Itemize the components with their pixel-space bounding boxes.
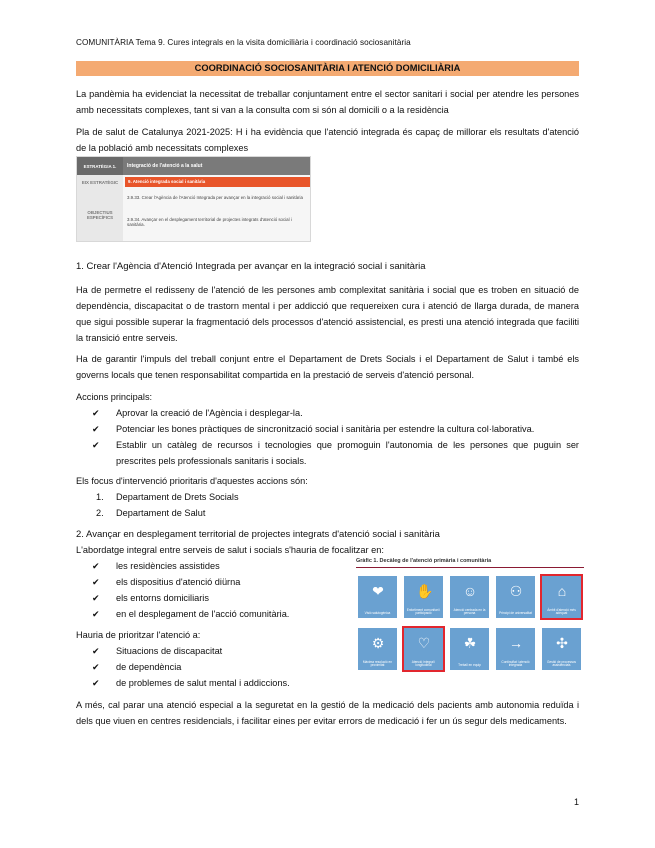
closing-paragraph: A més, cal parar una atenció especial a la seguretat en la gestió de la medicació dels pacients amb autonomia reduïda i dels que viuen en centres residencials, i facilitar eines per evitar errors de medicació i fer un ús segur dels medicaments. [76, 700, 579, 726]
page-number: 1 [574, 797, 580, 807]
section-2-title: 2. Avançar en desplegament territorial de projectes integrats d'atenció social i sanitària [76, 529, 440, 540]
section-title-bar: COORDINACIÓ SOCIOSANITÀRIA I ATENCIÓ DOMICILIÀRIA [76, 61, 579, 76]
tile-label: Atenció integral i longitudinal [411, 659, 436, 668]
decalogue-tile [542, 628, 581, 670]
focus-label: Els focus d'intervenció prioritaris d'aquestes accions són: [76, 476, 308, 486]
list-item: ✔ els dispositius d'atenció diürna [92, 574, 352, 590]
section-1-title: 1. Crear l'Agència d'Atenció Integrada per avançar en la integració social i sanitària [76, 261, 426, 272]
tile-label: Visió salutogènica [364, 611, 391, 616]
list-item: ✔ les residències assistides [92, 558, 352, 574]
group-icon: ⚇ [509, 583, 523, 599]
check-icon: ✔ [92, 593, 100, 603]
decalogue-tile [358, 576, 397, 618]
list-item: ✔ de problemes de salut mental i addiccions. [92, 675, 352, 691]
objective-item: 3.9.34. Avançar en el desplegament territorial de projectes integrats d'atenció social i sanitària. [127, 217, 292, 227]
home-icon: ⌂ [557, 583, 567, 599]
section-2-lead: L'abordatge integral entre serveis de salut i socials s'hauria de focalitzar en: [76, 545, 384, 555]
decalogue-tile [496, 628, 535, 670]
primary-care-decalogue-figure [356, 558, 584, 682]
priority-list [92, 643, 352, 691]
focus-list [76, 489, 476, 521]
section-1-paragraph-1: Ha de permetre el redisseny de l'atenció de les persones amb complexitat sanitària i social que es troben en situació de dependència, discapacitat o de trastorn mental i per addicció que requereixen cura i atenció de llarga durada, de manera que sigui possible superar la fragmentació dels processos d'atenció assistencial, es presti una atenció integrada que faciliti la transició entre serveis. [76, 285, 579, 343]
decalogue-tile [450, 628, 489, 670]
tile-label: Enfortiment comunitari i participació [406, 607, 441, 616]
list-item: ✔ Establir un catàleg de recursos i tecnologies que promoguin l'autonomia de les persones que puguin ser prescrites pels professionals sanitaris i socials. [92, 437, 579, 469]
network-icon: ✣ [556, 635, 568, 651]
list-item: ✔ en el desplegament de l'acció comunitària. [92, 606, 352, 622]
priority-label: Hauria de prioritzar l'atenció a: [76, 630, 201, 640]
tile-label: Màxima resolució en proximitat [362, 659, 393, 668]
list-item: 2. Departament de Salut [96, 508, 206, 518]
tile-label: Continuïtat i atenció integrada [501, 659, 530, 668]
figure-title: Gràfic 1. Decàleg de l'atenció primària i comunitària [356, 558, 492, 564]
intro-paragraph: La pandèmia ha evidenciat la necessitat de treballar conjuntament entre el sector sanitari i social per atendre les persones amb necessitats complexes, tant si van a la consulta com si són al domicili o a la residència [76, 89, 579, 115]
check-icon: ✔ [92, 561, 100, 571]
care-icon: ♡ [417, 635, 431, 651]
check-icon: ✔ [92, 440, 100, 450]
arrow-icon: → [509, 635, 523, 651]
focus-areas-list [92, 558, 352, 622]
figure-title-rule [356, 567, 584, 568]
actions-list [92, 405, 579, 469]
axis-label: EIX ESTRATÈGIC [77, 175, 123, 189]
tile-label: Treball en equip [458, 663, 481, 668]
list-item: ✔ de dependència [92, 659, 352, 675]
document-header: COMUNITÀRIA Tema 9. Cures integrals en la visita domiciliària i coordinació sociosanitària [76, 38, 411, 47]
tile-label: Atenció centrada en la persona [453, 607, 486, 616]
strategy-label: ESTRATÈGIA 1. [77, 157, 123, 175]
check-icon: ✔ [92, 678, 100, 688]
check-icon: ✔ [92, 662, 100, 672]
heart-hands-icon: ❤ [372, 583, 384, 599]
check-icon: ✔ [92, 577, 100, 587]
decalogue-tile [404, 628, 443, 670]
check-icon: ✔ [92, 408, 100, 418]
axis-row [77, 175, 310, 189]
team-icon: ☘ [463, 635, 477, 651]
list-item: ✔ Potenciar les bones pràctiques de sincronització social i sanitària per estendre la cultura col·laborativa. [92, 421, 579, 437]
decalogue-tile [358, 628, 397, 670]
strategy-row [77, 157, 310, 175]
gear-people-icon: ⚙ [371, 635, 385, 651]
person-icon: ☺ [462, 583, 478, 599]
community-icon: ✋ [416, 583, 434, 599]
tile-label: Principi de universalitat [499, 611, 532, 616]
axis-text: 9. Atenció integrada social i sanitària [125, 177, 310, 187]
check-icon: ✔ [92, 646, 100, 656]
strategy-figure [76, 156, 311, 242]
decalogue-tile [404, 576, 443, 618]
tile-label: Gestió de processos assistencials [546, 659, 577, 668]
list-item: ✔ els entorns domiciliaris [92, 590, 352, 606]
decalogue-tile [496, 576, 535, 618]
strategy-text: Integració de l'atenció a la salut [127, 163, 203, 169]
objective-item: 3.9.33. Crear l'Agència de l'Atenció Integrada per avançar en la integració social i sanitària [127, 195, 303, 200]
list-item: ✔ Situacions de discapacitat [92, 643, 352, 659]
objectives-label: OBJECTIUS ESPECÍFICS [77, 189, 123, 241]
decalogue-tile [450, 576, 489, 618]
check-icon: ✔ [92, 609, 100, 619]
list-item: ✔ Aprovar la creació de l'Agència i desplegar-la. [92, 405, 579, 421]
tile-label: Àmbit d'atenció més adequat [547, 607, 576, 616]
health-plan-paragraph: Pla de salut de Catalunya 2021-2025: H i ha evidència que l'atenció integrada és capaç de millorar els resultats d'atenció de la població amb necessitats complexes [76, 127, 579, 153]
check-icon: ✔ [92, 424, 100, 434]
actions-label: Accions principals: [76, 392, 153, 402]
objectives-row [77, 189, 310, 241]
list-item: 1. Departament de Drets Socials [96, 492, 239, 502]
decalogue-tile [542, 576, 581, 618]
section-1-paragraph-2: Ha de garantir l'impuls del treball conjunt entre el Departament de Drets Socials i el Departament de Salut i també els governs locals que tenen responsabilitat compartida en la prestació de serveis d'atenció personal. [76, 354, 579, 380]
